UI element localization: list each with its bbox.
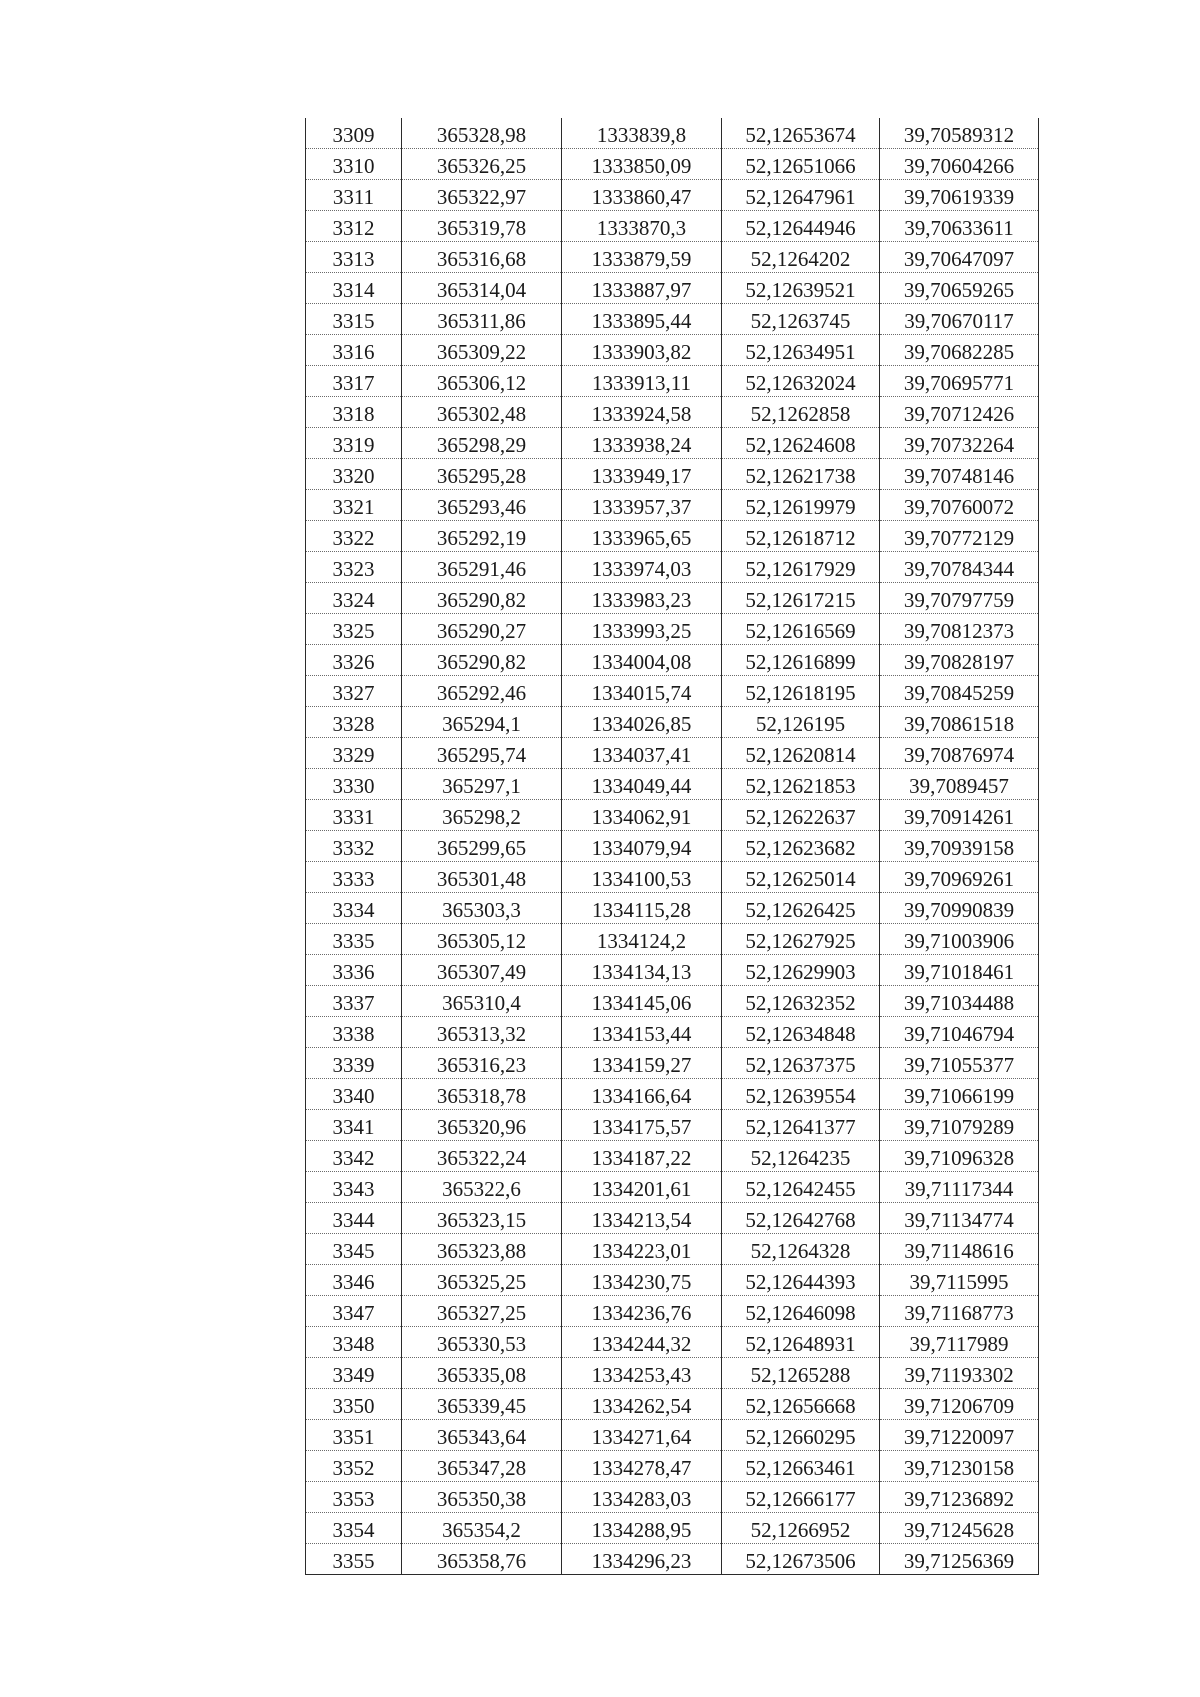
point-number-cell: 3346 (306, 1265, 402, 1296)
table-row (306, 1141, 1039, 1172)
x-coordinate-cell: 365292,19 (402, 521, 562, 552)
point-number-cell: 3323 (306, 552, 402, 583)
x-coordinate-cell: 365335,08 (402, 1358, 562, 1389)
longitude-cell: 39,71034488 (880, 986, 1039, 1017)
y-coordinate-cell: 1334223,01 (562, 1234, 722, 1265)
point-number-cell: 3326 (306, 645, 402, 676)
table-row (306, 1513, 1039, 1544)
longitude-cell: 39,71236892 (880, 1482, 1039, 1513)
y-coordinate-cell: 1333974,03 (562, 552, 722, 583)
longitude-cell: 39,70797759 (880, 583, 1039, 614)
point-number-cell: 3332 (306, 831, 402, 862)
latitude-cell: 52,12621738 (722, 459, 880, 490)
x-coordinate-cell: 365298,29 (402, 428, 562, 459)
x-coordinate-cell: 365299,65 (402, 831, 562, 862)
longitude-cell: 39,71168773 (880, 1296, 1039, 1327)
x-coordinate-cell: 365347,28 (402, 1451, 562, 1482)
x-coordinate-cell: 365309,22 (402, 335, 562, 366)
latitude-cell: 52,12647961 (722, 180, 880, 211)
point-number-cell: 3342 (306, 1141, 402, 1172)
latitude-cell: 52,12644393 (722, 1265, 880, 1296)
y-coordinate-cell: 1333850,09 (562, 149, 722, 180)
x-coordinate-cell: 365298,2 (402, 800, 562, 831)
x-coordinate-cell: 365316,23 (402, 1048, 562, 1079)
y-coordinate-cell: 1334278,47 (562, 1451, 722, 1482)
point-number-cell: 3313 (306, 242, 402, 273)
longitude-cell: 39,71055377 (880, 1048, 1039, 1079)
longitude-cell: 39,70619339 (880, 180, 1039, 211)
table-row (306, 335, 1039, 366)
longitude-cell: 39,71193302 (880, 1358, 1039, 1389)
y-coordinate-cell: 1333860,47 (562, 180, 722, 211)
y-coordinate-cell: 1334100,53 (562, 862, 722, 893)
latitude-cell: 52,12634848 (722, 1017, 880, 1048)
latitude-cell: 52,1265288 (722, 1358, 880, 1389)
latitude-cell: 52,12616569 (722, 614, 880, 645)
x-coordinate-cell: 365322,97 (402, 180, 562, 211)
table-row (306, 614, 1039, 645)
point-number-cell: 3331 (306, 800, 402, 831)
table-row (306, 366, 1039, 397)
y-coordinate-cell: 1333903,82 (562, 335, 722, 366)
latitude-cell: 52,12641377 (722, 1110, 880, 1141)
table-row (306, 1234, 1039, 1265)
latitude-cell: 52,1264328 (722, 1234, 880, 1265)
longitude-cell: 39,70828197 (880, 645, 1039, 676)
latitude-cell: 52,12646098 (722, 1296, 880, 1327)
y-coordinate-cell: 1333957,37 (562, 490, 722, 521)
longitude-cell: 39,70670117 (880, 304, 1039, 335)
latitude-cell: 52,12656668 (722, 1389, 880, 1420)
table-row (306, 986, 1039, 1017)
table-row (306, 1327, 1039, 1358)
latitude-cell: 52,12616899 (722, 645, 880, 676)
coordinates-table-body (306, 118, 1039, 1575)
y-coordinate-cell: 1334049,44 (562, 769, 722, 800)
latitude-cell: 52,12629903 (722, 955, 880, 986)
x-coordinate-cell: 365302,48 (402, 397, 562, 428)
point-number-cell: 3336 (306, 955, 402, 986)
y-coordinate-cell: 1334262,54 (562, 1389, 722, 1420)
latitude-cell: 52,12642455 (722, 1172, 880, 1203)
table-row (306, 1420, 1039, 1451)
table-row (306, 645, 1039, 676)
longitude-cell: 39,70659265 (880, 273, 1039, 304)
latitude-cell: 52,12632352 (722, 986, 880, 1017)
table-row (306, 1017, 1039, 1048)
y-coordinate-cell: 1334230,75 (562, 1265, 722, 1296)
y-coordinate-cell: 1333965,65 (562, 521, 722, 552)
point-number-cell: 3337 (306, 986, 402, 1017)
longitude-cell: 39,70812373 (880, 614, 1039, 645)
x-coordinate-cell: 365322,6 (402, 1172, 562, 1203)
table-row (306, 676, 1039, 707)
table-row (306, 800, 1039, 831)
longitude-cell: 39,70712426 (880, 397, 1039, 428)
longitude-cell: 39,70969261 (880, 862, 1039, 893)
y-coordinate-cell: 1333879,59 (562, 242, 722, 273)
y-coordinate-cell: 1334026,85 (562, 707, 722, 738)
longitude-cell: 39,71117344 (880, 1172, 1039, 1203)
x-coordinate-cell: 365326,25 (402, 149, 562, 180)
latitude-cell: 52,12617215 (722, 583, 880, 614)
longitude-cell: 39,71096328 (880, 1141, 1039, 1172)
longitude-cell: 39,70939158 (880, 831, 1039, 862)
table-row (306, 1079, 1039, 1110)
table-row (306, 490, 1039, 521)
point-number-cell: 3312 (306, 211, 402, 242)
x-coordinate-cell: 365297,1 (402, 769, 562, 800)
latitude-cell: 52,12622637 (722, 800, 880, 831)
point-number-cell: 3355 (306, 1544, 402, 1575)
longitude-cell: 39,71134774 (880, 1203, 1039, 1234)
latitude-cell: 52,12618195 (722, 676, 880, 707)
latitude-cell: 52,126195 (722, 707, 880, 738)
point-number-cell: 3334 (306, 893, 402, 924)
table-row (306, 552, 1039, 583)
y-coordinate-cell: 1334187,22 (562, 1141, 722, 1172)
latitude-cell: 52,1263745 (722, 304, 880, 335)
point-number-cell: 3351 (306, 1420, 402, 1451)
point-number-cell: 3349 (306, 1358, 402, 1389)
table-row (306, 862, 1039, 893)
y-coordinate-cell: 1334201,61 (562, 1172, 722, 1203)
table-row (306, 955, 1039, 986)
point-number-cell: 3321 (306, 490, 402, 521)
latitude-cell: 52,12626425 (722, 893, 880, 924)
longitude-cell: 39,70861518 (880, 707, 1039, 738)
table-row (306, 180, 1039, 211)
longitude-cell: 39,70784344 (880, 552, 1039, 583)
y-coordinate-cell: 1333938,24 (562, 428, 722, 459)
x-coordinate-cell: 365290,27 (402, 614, 562, 645)
x-coordinate-cell: 365327,25 (402, 1296, 562, 1327)
point-number-cell: 3343 (306, 1172, 402, 1203)
latitude-cell: 52,1266952 (722, 1513, 880, 1544)
y-coordinate-cell: 1334134,13 (562, 955, 722, 986)
x-coordinate-cell: 365314,04 (402, 273, 562, 304)
point-number-cell: 3325 (306, 614, 402, 645)
latitude-cell: 52,12651066 (722, 149, 880, 180)
longitude-cell: 39,71230158 (880, 1451, 1039, 1482)
longitude-cell: 39,70604266 (880, 149, 1039, 180)
longitude-cell: 39,70990839 (880, 893, 1039, 924)
x-coordinate-cell: 365294,1 (402, 707, 562, 738)
x-coordinate-cell: 365305,12 (402, 924, 562, 955)
y-coordinate-cell: 1333839,8 (562, 118, 722, 149)
table-row (306, 831, 1039, 862)
x-coordinate-cell: 365316,68 (402, 242, 562, 273)
latitude-cell: 52,12639521 (722, 273, 880, 304)
y-coordinate-cell: 1334213,54 (562, 1203, 722, 1234)
table-row (306, 1544, 1039, 1575)
y-coordinate-cell: 1334283,03 (562, 1482, 722, 1513)
y-coordinate-cell: 1334015,74 (562, 676, 722, 707)
table-row (306, 428, 1039, 459)
point-number-cell: 3353 (306, 1482, 402, 1513)
point-number-cell: 3339 (306, 1048, 402, 1079)
longitude-cell: 39,71220097 (880, 1420, 1039, 1451)
longitude-cell: 39,70914261 (880, 800, 1039, 831)
longitude-cell: 39,71018461 (880, 955, 1039, 986)
table-row (306, 1110, 1039, 1141)
latitude-cell: 52,1264235 (722, 1141, 880, 1172)
x-coordinate-cell: 365306,12 (402, 366, 562, 397)
x-coordinate-cell: 365320,96 (402, 1110, 562, 1141)
latitude-cell: 52,12666177 (722, 1482, 880, 1513)
table-row (306, 273, 1039, 304)
point-number-cell: 3347 (306, 1296, 402, 1327)
point-number-cell: 3317 (306, 366, 402, 397)
x-coordinate-cell: 365290,82 (402, 645, 562, 676)
table-row (306, 118, 1039, 149)
longitude-cell: 39,7089457 (880, 769, 1039, 800)
longitude-cell: 39,71003906 (880, 924, 1039, 955)
point-number-cell: 3319 (306, 428, 402, 459)
point-number-cell: 3328 (306, 707, 402, 738)
x-coordinate-cell: 365322,24 (402, 1141, 562, 1172)
latitude-cell: 52,1262858 (722, 397, 880, 428)
longitude-cell: 39,71046794 (880, 1017, 1039, 1048)
table-row (306, 1358, 1039, 1389)
point-number-cell: 3309 (306, 118, 402, 149)
latitude-cell: 52,12627925 (722, 924, 880, 955)
longitude-cell: 39,70633611 (880, 211, 1039, 242)
latitude-cell: 52,12632024 (722, 366, 880, 397)
point-number-cell: 3322 (306, 521, 402, 552)
x-coordinate-cell: 365325,25 (402, 1265, 562, 1296)
point-number-cell: 3314 (306, 273, 402, 304)
y-coordinate-cell: 1334062,91 (562, 800, 722, 831)
point-number-cell: 3315 (306, 304, 402, 335)
table-row (306, 1296, 1039, 1327)
y-coordinate-cell: 1333924,58 (562, 397, 722, 428)
y-coordinate-cell: 1334175,57 (562, 1110, 722, 1141)
point-number-cell: 3324 (306, 583, 402, 614)
x-coordinate-cell: 365350,38 (402, 1482, 562, 1513)
table-row (306, 1048, 1039, 1079)
y-coordinate-cell: 1334159,27 (562, 1048, 722, 1079)
table-row (306, 1203, 1039, 1234)
latitude-cell: 52,12644946 (722, 211, 880, 242)
point-number-cell: 3320 (306, 459, 402, 490)
longitude-cell: 39,70876974 (880, 738, 1039, 769)
point-number-cell: 3350 (306, 1389, 402, 1420)
table-row (306, 242, 1039, 273)
x-coordinate-cell: 365293,46 (402, 490, 562, 521)
x-coordinate-cell: 365328,98 (402, 118, 562, 149)
x-coordinate-cell: 365323,15 (402, 1203, 562, 1234)
longitude-cell: 39,71245628 (880, 1513, 1039, 1544)
x-coordinate-cell: 365319,78 (402, 211, 562, 242)
point-number-cell: 3345 (306, 1234, 402, 1265)
y-coordinate-cell: 1334236,76 (562, 1296, 722, 1327)
y-coordinate-cell: 1334253,43 (562, 1358, 722, 1389)
latitude-cell: 52,12623682 (722, 831, 880, 862)
latitude-cell: 52,12637375 (722, 1048, 880, 1079)
point-number-cell: 3354 (306, 1513, 402, 1544)
x-coordinate-cell: 365339,45 (402, 1389, 562, 1420)
latitude-cell: 52,12617929 (722, 552, 880, 583)
x-coordinate-cell: 365330,53 (402, 1327, 562, 1358)
point-number-cell: 3311 (306, 180, 402, 211)
x-coordinate-cell: 365295,74 (402, 738, 562, 769)
table-row (306, 1482, 1039, 1513)
longitude-cell: 39,70748146 (880, 459, 1039, 490)
y-coordinate-cell: 1334145,06 (562, 986, 722, 1017)
latitude-cell: 52,12660295 (722, 1420, 880, 1451)
longitude-cell: 39,70760072 (880, 490, 1039, 521)
table-row (306, 397, 1039, 428)
y-coordinate-cell: 1334296,23 (562, 1544, 722, 1575)
x-coordinate-cell: 365354,2 (402, 1513, 562, 1544)
longitude-cell: 39,71206709 (880, 1389, 1039, 1420)
y-coordinate-cell: 1334037,41 (562, 738, 722, 769)
point-number-cell: 3327 (306, 676, 402, 707)
x-coordinate-cell: 365292,46 (402, 676, 562, 707)
table-row (306, 521, 1039, 552)
x-coordinate-cell: 365303,3 (402, 893, 562, 924)
y-coordinate-cell: 1333895,44 (562, 304, 722, 335)
latitude-cell: 52,12618712 (722, 521, 880, 552)
latitude-cell: 52,12634951 (722, 335, 880, 366)
table-row (306, 738, 1039, 769)
table-row (306, 304, 1039, 335)
latitude-cell: 52,12624608 (722, 428, 880, 459)
coordinates-table (305, 118, 1039, 1575)
y-coordinate-cell: 1334288,95 (562, 1513, 722, 1544)
point-number-cell: 3338 (306, 1017, 402, 1048)
y-coordinate-cell: 1334115,28 (562, 893, 722, 924)
table-row (306, 1265, 1039, 1296)
point-number-cell: 3316 (306, 335, 402, 366)
table-row (306, 211, 1039, 242)
point-number-cell: 3352 (306, 1451, 402, 1482)
x-coordinate-cell: 365290,82 (402, 583, 562, 614)
y-coordinate-cell: 1334079,94 (562, 831, 722, 862)
x-coordinate-cell: 365323,88 (402, 1234, 562, 1265)
longitude-cell: 39,70845259 (880, 676, 1039, 707)
x-coordinate-cell: 365307,49 (402, 955, 562, 986)
latitude-cell: 52,12625014 (722, 862, 880, 893)
x-coordinate-cell: 365291,46 (402, 552, 562, 583)
longitude-cell: 39,7115995 (880, 1265, 1039, 1296)
x-coordinate-cell: 365311,86 (402, 304, 562, 335)
table-row (306, 583, 1039, 614)
x-coordinate-cell: 365295,28 (402, 459, 562, 490)
y-coordinate-cell: 1333983,23 (562, 583, 722, 614)
table-row (306, 893, 1039, 924)
x-coordinate-cell: 365358,76 (402, 1544, 562, 1575)
longitude-cell: 39,70732264 (880, 428, 1039, 459)
latitude-cell: 52,12639554 (722, 1079, 880, 1110)
longitude-cell: 39,70772129 (880, 521, 1039, 552)
point-number-cell: 3335 (306, 924, 402, 955)
latitude-cell: 52,12648931 (722, 1327, 880, 1358)
longitude-cell: 39,70647097 (880, 242, 1039, 273)
latitude-cell: 52,12620814 (722, 738, 880, 769)
point-number-cell: 3330 (306, 769, 402, 800)
longitude-cell: 39,70589312 (880, 118, 1039, 149)
point-number-cell: 3348 (306, 1327, 402, 1358)
longitude-cell: 39,70695771 (880, 366, 1039, 397)
table-row (306, 707, 1039, 738)
table-row (306, 1451, 1039, 1482)
y-coordinate-cell: 1333949,17 (562, 459, 722, 490)
y-coordinate-cell: 1333913,11 (562, 366, 722, 397)
point-number-cell: 3318 (306, 397, 402, 428)
x-coordinate-cell: 365313,32 (402, 1017, 562, 1048)
point-number-cell: 3329 (306, 738, 402, 769)
x-coordinate-cell: 365310,4 (402, 986, 562, 1017)
point-number-cell: 3310 (306, 149, 402, 180)
y-coordinate-cell: 1334244,32 (562, 1327, 722, 1358)
y-coordinate-cell: 1333870,3 (562, 211, 722, 242)
point-number-cell: 3333 (306, 862, 402, 893)
point-number-cell: 3344 (306, 1203, 402, 1234)
x-coordinate-cell: 365301,48 (402, 862, 562, 893)
y-coordinate-cell: 1334004,08 (562, 645, 722, 676)
latitude-cell: 52,12663461 (722, 1451, 880, 1482)
latitude-cell: 52,1264202 (722, 242, 880, 273)
y-coordinate-cell: 1334166,64 (562, 1079, 722, 1110)
point-number-cell: 3340 (306, 1079, 402, 1110)
longitude-cell: 39,71066199 (880, 1079, 1039, 1110)
table-row (306, 149, 1039, 180)
latitude-cell: 52,12653674 (722, 118, 880, 149)
point-number-cell: 3341 (306, 1110, 402, 1141)
latitude-cell: 52,12621853 (722, 769, 880, 800)
y-coordinate-cell: 1333993,25 (562, 614, 722, 645)
y-coordinate-cell: 1334153,44 (562, 1017, 722, 1048)
table-row (306, 459, 1039, 490)
longitude-cell: 39,71148616 (880, 1234, 1039, 1265)
longitude-cell: 39,70682285 (880, 335, 1039, 366)
longitude-cell: 39,71256369 (880, 1544, 1039, 1575)
table-row (306, 1172, 1039, 1203)
x-coordinate-cell: 365343,64 (402, 1420, 562, 1451)
y-coordinate-cell: 1334124,2 (562, 924, 722, 955)
latitude-cell: 52,12642768 (722, 1203, 880, 1234)
y-coordinate-cell: 1334271,64 (562, 1420, 722, 1451)
table-row (306, 1389, 1039, 1420)
table-row (306, 769, 1039, 800)
x-coordinate-cell: 365318,78 (402, 1079, 562, 1110)
longitude-cell: 39,7117989 (880, 1327, 1039, 1358)
latitude-cell: 52,12673506 (722, 1544, 880, 1575)
table-row (306, 924, 1039, 955)
y-coordinate-cell: 1333887,97 (562, 273, 722, 304)
longitude-cell: 39,71079289 (880, 1110, 1039, 1141)
latitude-cell: 52,12619979 (722, 490, 880, 521)
